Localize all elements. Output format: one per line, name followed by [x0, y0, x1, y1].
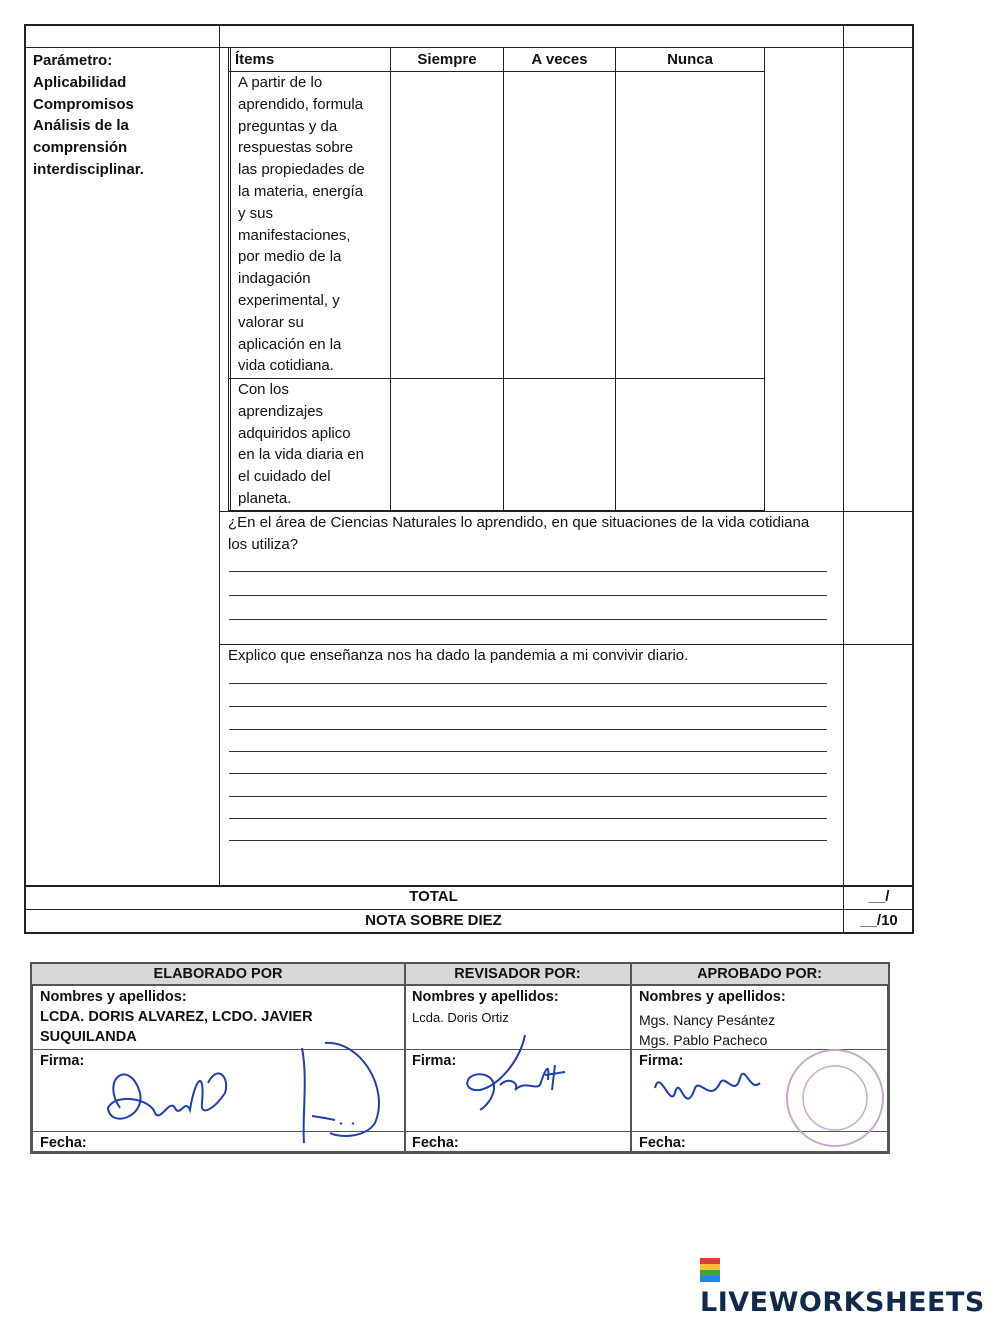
- signature-label: Firma:: [40, 1053, 85, 1069]
- header-items: Ítems: [235, 51, 275, 68]
- grade-score[interactable]: __/10: [860, 912, 898, 929]
- total-label: TOTAL: [409, 888, 458, 905]
- names-label: Nombres y apellidos:: [639, 989, 786, 1005]
- question-1: ¿En el área de Ciencias Naturales lo aprendido, en que situaciones de la vida cotidiana los utiliza?: [228, 514, 810, 553]
- names-label: Nombres y apellidos:: [412, 989, 559, 1005]
- rubric-item: A partir de lo aprendido, formula preguntas y da respuestas sobre las propiedades de la materia, energía y sus manifestaciones, por medio de la indagación experimental, y valorar su aplicación en la vida cotidiana.: [238, 74, 365, 375]
- item1-always-cell[interactable]: [391, 72, 503, 378]
- col-elaborated: ELABORADO POR: [32, 964, 404, 984]
- rubric-item: Con los aprendizajes adquiridos aplico en la vida diaria en el cuidado del planeta.: [238, 381, 364, 507]
- header-never: Nunca: [667, 51, 713, 68]
- col-approved: APROBADO POR:: [631, 964, 888, 984]
- question-2: Explico que enseñanza nos ha dado la pandemia a mi convivir diario.: [228, 647, 689, 664]
- total-score[interactable]: __/: [868, 888, 890, 905]
- item2-always-cell[interactable]: [391, 379, 503, 510]
- header-sometimes: A veces: [531, 51, 588, 68]
- signature-label: Firma:: [639, 1053, 684, 1069]
- item2-never-cell[interactable]: [616, 379, 764, 510]
- logo-text: LIVEWORKSHEETS: [700, 1287, 985, 1318]
- signature-label: Firma:: [412, 1053, 457, 1069]
- logo-badge-icon: [700, 1258, 720, 1282]
- date-label: Fecha:: [412, 1135, 459, 1151]
- reviewed-names: Lcda. Doris Ortiz: [412, 1010, 509, 1025]
- signature-stamp-approved: [640, 1048, 890, 1148]
- item1-never-cell[interactable]: [616, 72, 764, 378]
- elaborated-names: LCDA. DORIS ALVAREZ, LCDO. JAVIER SUQUILANDA: [40, 1009, 313, 1045]
- item1-sometimes-cell[interactable]: [504, 72, 615, 378]
- grade-label: NOTA SOBRE DIEZ: [365, 912, 502, 929]
- parameter-label: Parámetro: Aplicabilidad Compromisos Análisis de la comprensión interdisciplinar.: [33, 52, 144, 178]
- signature-scribble-elaborated: [90, 1038, 410, 1148]
- item2-sometimes-cell[interactable]: [504, 379, 615, 510]
- date-label: Fecha:: [40, 1135, 87, 1151]
- names-label: Nombres y apellidos:: [40, 989, 187, 1005]
- header-always: Siempre: [417, 51, 477, 68]
- col-reviewed: REVISADOR POR:: [405, 964, 630, 984]
- signature-scribble-reviewed: [440, 1030, 580, 1120]
- approved-names: Mgs. Nancy Pesántez Mgs. Pablo Pacheco: [639, 1012, 776, 1048]
- date-label: Fecha:: [639, 1135, 686, 1151]
- liveworksheets-logo[interactable]: [700, 1256, 1000, 1318]
